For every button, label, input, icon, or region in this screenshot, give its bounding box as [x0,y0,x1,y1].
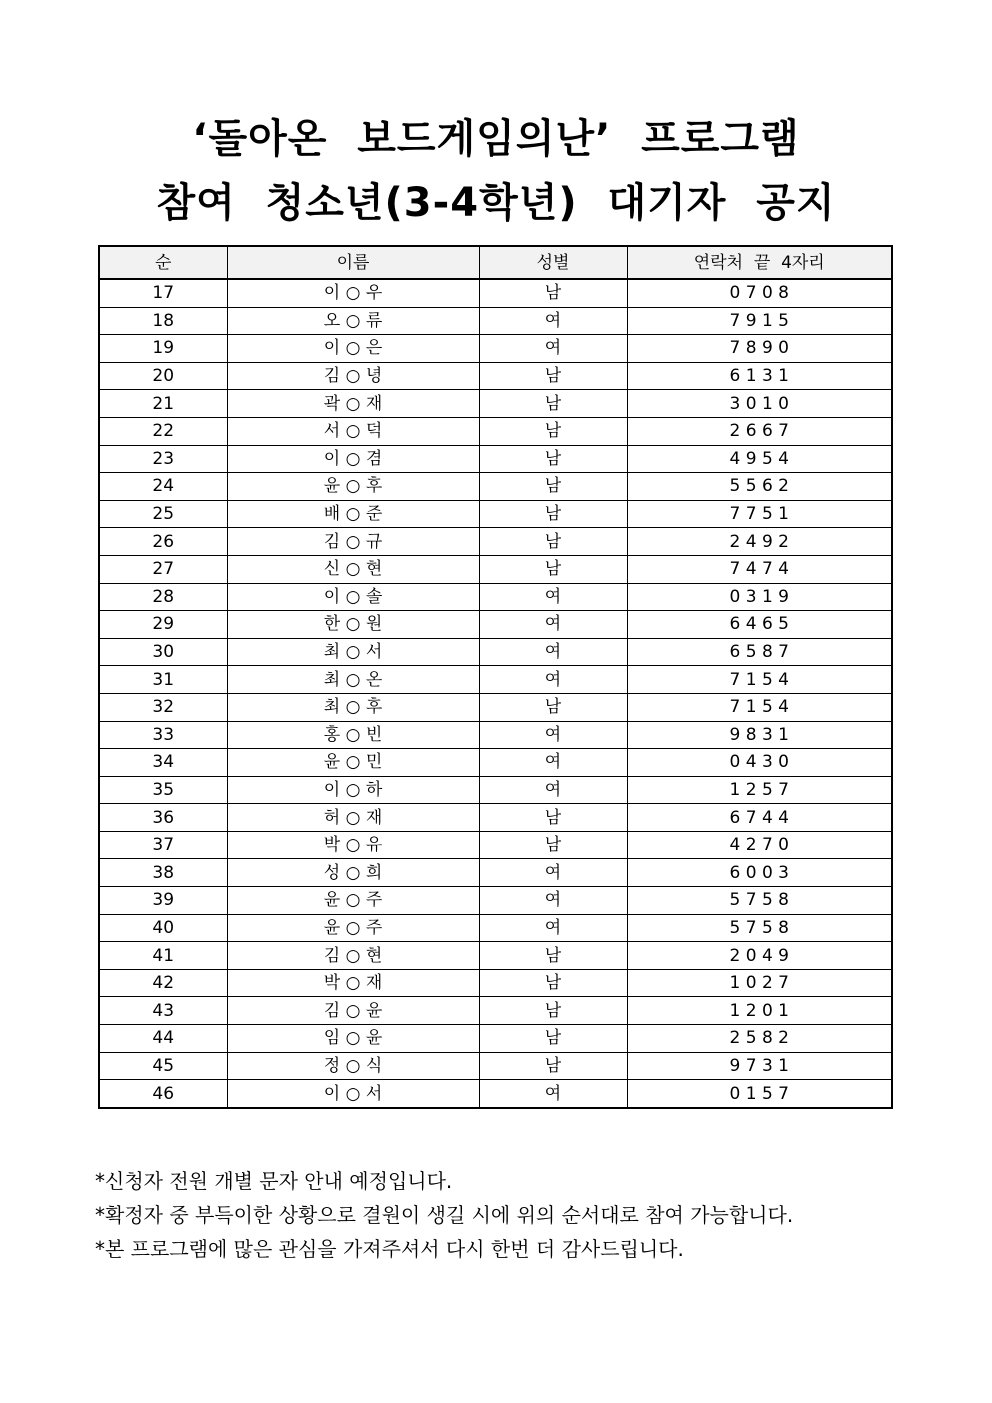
cell-name: 임 ○ 윤 [227,1025,479,1053]
cell-number: 41 [99,942,227,970]
cell-sex: 여 [479,638,627,666]
cell-number: 18 [99,307,227,335]
cell-name: 이 ○ 은 [227,335,479,363]
cell-phone-last4: 2 4 9 2 [627,528,892,556]
cell-name: 김 ○ 현 [227,942,479,970]
cell-sex: 여 [479,721,627,749]
cell-name: 허 ○ 재 [227,804,479,832]
cell-phone-last4: 5 5 6 2 [627,473,892,501]
table-row [99,445,892,473]
cell-number: 19 [99,335,227,363]
table-row [99,666,892,694]
cell-number: 26 [99,528,227,556]
cell-phone-last4: 5 7 5 8 [627,914,892,942]
table-row [99,307,892,335]
page-title-line-1: ‘돌아온 보드게임의난’ 프로그램 [192,116,800,162]
table-row [99,776,892,804]
table-row [99,279,892,307]
cell-phone-last4: 0 7 0 8 [627,279,892,307]
table-row [99,362,892,390]
cell-name: 한 ○ 원 [227,611,479,639]
table-row [99,335,892,363]
page-title-line-2: 참여 청소년(3-4학년) 대기자 공지 [156,180,836,226]
cell-name: 서 ○ 덕 [227,417,479,445]
cell-name: 김 ○ 규 [227,528,479,556]
cell-sex: 여 [479,666,627,694]
table-row [99,1080,892,1108]
cell-number: 34 [99,749,227,777]
cell-phone-last4: 4 9 5 4 [627,445,892,473]
cell-phone-last4: 3 0 1 0 [627,390,892,418]
cell-sex: 남 [479,1025,627,1053]
cell-sex: 남 [479,831,627,859]
cell-phone-last4: 1 0 2 7 [627,969,892,997]
table-row [99,831,892,859]
cell-phone-last4: 6 7 4 4 [627,804,892,832]
cell-phone-last4: 2 0 4 9 [627,942,892,970]
cell-sex: 여 [479,583,627,611]
cell-sex: 남 [479,804,627,832]
cell-name: 김 ○ 윤 [227,997,479,1025]
cell-sex: 여 [479,335,627,363]
cell-number: 22 [99,417,227,445]
cell-name: 윤 ○ 주 [227,887,479,915]
table-row [99,693,892,721]
cell-sex: 남 [479,390,627,418]
note-2: *확정자 중 부득이한 상황으로 결원이 생길 시에 위의 순서대로 참여 가능합니다. [95,1203,794,1227]
table-row [99,997,892,1025]
table-row [99,942,892,970]
table-row [99,804,892,832]
cell-number: 35 [99,776,227,804]
cell-number: 21 [99,390,227,418]
cell-sex: 남 [479,279,627,307]
cell-sex: 여 [479,776,627,804]
cell-name: 최 ○ 후 [227,693,479,721]
cell-name: 배 ○ 준 [227,500,479,528]
table-row [99,969,892,997]
table-row [99,887,892,915]
cell-name: 윤 ○ 민 [227,749,479,777]
cell-number: 36 [99,804,227,832]
cell-number: 23 [99,445,227,473]
cell-number: 37 [99,831,227,859]
cell-phone-last4: 7 8 9 0 [627,335,892,363]
cell-sex: 남 [479,362,627,390]
cell-number: 38 [99,859,227,887]
cell-name: 홍 ○ 빈 [227,721,479,749]
cell-number: 31 [99,666,227,694]
cell-sex: 남 [479,417,627,445]
cell-number: 33 [99,721,227,749]
cell-sex: 남 [479,445,627,473]
table-row [99,611,892,639]
cell-sex: 남 [479,500,627,528]
cell-phone-last4: 2 5 8 2 [627,1025,892,1053]
cell-sex: 여 [479,859,627,887]
cell-sex: 여 [479,611,627,639]
cell-name: 이 ○ 서 [227,1080,479,1108]
cell-number: 28 [99,583,227,611]
table-row [99,859,892,887]
cell-number: 25 [99,500,227,528]
table-row [99,749,892,777]
cell-name: 이 ○ 하 [227,776,479,804]
cell-phone-last4: 7 9 1 5 [627,307,892,335]
cell-name: 성 ○ 희 [227,859,479,887]
cell-phone-last4: 7 4 7 4 [627,555,892,583]
header-number: 순 [99,246,227,279]
table-row [99,500,892,528]
table-row [99,914,892,942]
cell-sex: 남 [479,942,627,970]
cell-number: 17 [99,279,227,307]
table-row [99,638,892,666]
cell-phone-last4: 6 4 6 5 [627,611,892,639]
cell-phone-last4: 0 1 5 7 [627,1080,892,1108]
cell-sex: 여 [479,749,627,777]
cell-number: 29 [99,611,227,639]
header-row [99,246,892,279]
cell-number: 20 [99,362,227,390]
header-sex: 성별 [479,246,627,279]
waitlist-table [98,245,893,1109]
notice-notes [95,1164,955,1266]
cell-number: 30 [99,638,227,666]
cell-name: 윤 ○ 후 [227,473,479,501]
header-name: 이름 [227,246,479,279]
cell-sex: 남 [479,1052,627,1080]
table-row [99,1052,892,1080]
note-1: *신청자 전원 개별 문자 안내 예정입니다. [95,1169,453,1193]
table-row [99,1025,892,1053]
waitlist-table-body [99,279,892,1108]
cell-sex: 여 [479,307,627,335]
cell-number: 45 [99,1052,227,1080]
cell-phone-last4: 7 7 5 1 [627,500,892,528]
cell-phone-last4: 9 8 3 1 [627,721,892,749]
cell-number: 44 [99,1025,227,1053]
table-row [99,528,892,556]
cell-sex: 남 [479,473,627,501]
note-3: *본 프로그램에 많은 관심을 가져주셔서 다시 한번 더 감사드립니다. [95,1237,684,1261]
table-row [99,417,892,445]
cell-number: 32 [99,693,227,721]
cell-number: 42 [99,969,227,997]
header-phone-last4: 연락처 끝 4자리 [627,246,892,279]
cell-sex: 여 [479,914,627,942]
cell-phone-last4: 6 0 0 3 [627,859,892,887]
cell-phone-last4: 2 6 6 7 [627,417,892,445]
table-row [99,555,892,583]
cell-phone-last4: 1 2 5 7 [627,776,892,804]
cell-sex: 남 [479,555,627,583]
table-row [99,721,892,749]
cell-name: 윤 ○ 주 [227,914,479,942]
cell-name: 김 ○ 녕 [227,362,479,390]
cell-phone-last4: 6 1 3 1 [627,362,892,390]
cell-name: 오 ○ 류 [227,307,479,335]
cell-number: 27 [99,555,227,583]
cell-name: 곽 ○ 재 [227,390,479,418]
cell-name: 박 ○ 유 [227,831,479,859]
table-row [99,473,892,501]
cell-name: 정 ○ 식 [227,1052,479,1080]
cell-sex: 남 [479,693,627,721]
cell-phone-last4: 0 4 3 0 [627,749,892,777]
cell-number: 39 [99,887,227,915]
cell-phone-last4: 0 3 1 9 [627,583,892,611]
cell-name: 이 ○ 솔 [227,583,479,611]
cell-phone-last4: 7 1 5 4 [627,693,892,721]
cell-name: 신 ○ 현 [227,555,479,583]
cell-phone-last4: 6 5 8 7 [627,638,892,666]
cell-phone-last4: 9 7 3 1 [627,1052,892,1080]
cell-sex: 여 [479,887,627,915]
cell-number: 43 [99,997,227,1025]
cell-phone-last4: 7 1 5 4 [627,666,892,694]
cell-sex: 남 [479,969,627,997]
cell-sex: 남 [479,997,627,1025]
cell-number: 24 [99,473,227,501]
cell-number: 40 [99,914,227,942]
cell-number: 46 [99,1080,227,1108]
cell-phone-last4: 4 2 7 0 [627,831,892,859]
cell-phone-last4: 5 7 5 8 [627,887,892,915]
cell-name: 최 ○ 서 [227,638,479,666]
table-row [99,583,892,611]
cell-sex: 남 [479,528,627,556]
table-row [99,390,892,418]
cell-phone-last4: 1 2 0 1 [627,997,892,1025]
cell-name: 박 ○ 재 [227,969,479,997]
cell-name: 최 ○ 온 [227,666,479,694]
cell-sex: 여 [479,1080,627,1108]
waitlist-table-header [99,246,892,279]
cell-name: 이 ○ 겸 [227,445,479,473]
cell-name: 이 ○ 우 [227,279,479,307]
